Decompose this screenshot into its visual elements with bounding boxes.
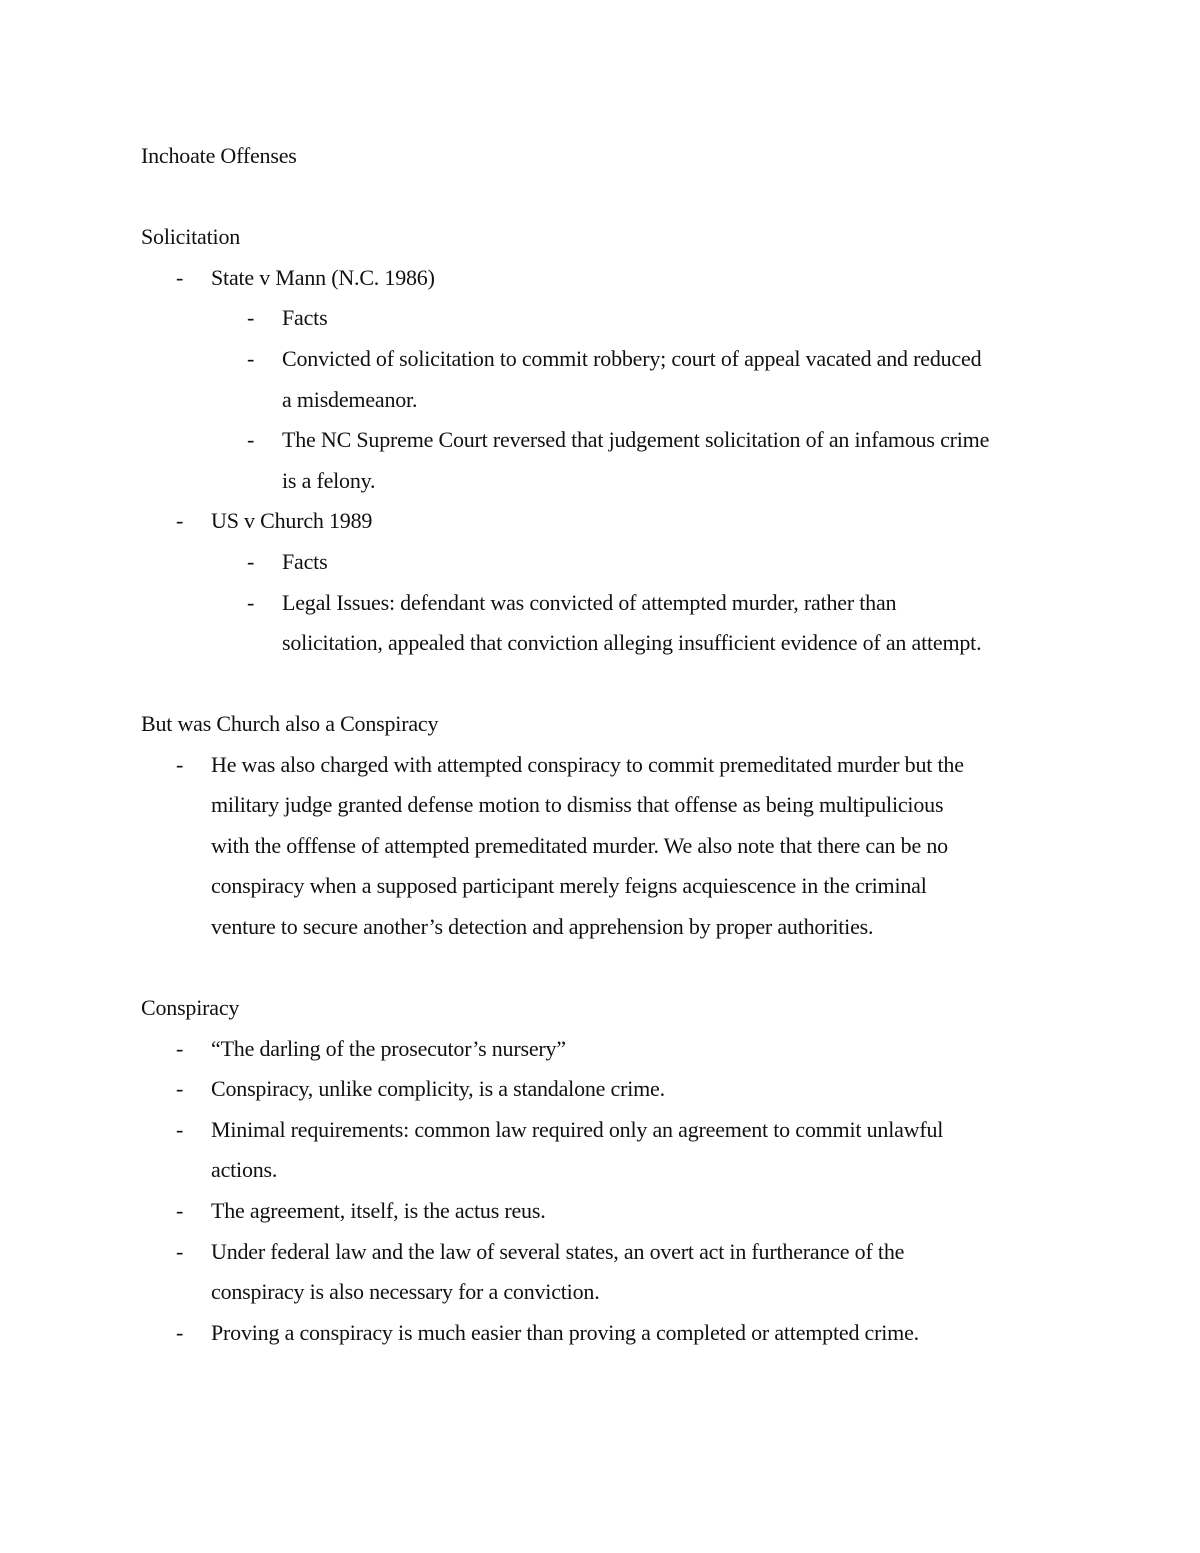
mann-convicted-line-1: Convicted of solicitation to commit robbery; court of appeal vacated and reduced <box>282 346 982 371</box>
bullet-dash: - <box>176 1076 184 1101</box>
bullet-dash: - <box>176 1320 184 1345</box>
mann-convicted-line-2: a misdemeanor. <box>282 387 418 412</box>
bullet-dash: - <box>176 265 184 290</box>
conspiracy-bullet-6: Proving a conspiracy is much easier than proving a completed or attempted crime. <box>211 1320 919 1345</box>
section-heading-church-conspiracy: But was Church also a Conspiracy <box>141 711 439 736</box>
bullet-dash: - <box>176 508 184 533</box>
bullet-dash: - <box>176 1239 184 1264</box>
conspiracy-bullet-1: “The darling of the prosecutor’s nursery” <box>211 1036 566 1061</box>
case-state-v-mann: State v Mann (N.C. 1986) <box>211 265 435 290</box>
section-heading-solicitation: Solicitation <box>141 224 241 249</box>
bullet-dash: - <box>176 1117 184 1142</box>
church-conspiracy-line-1: He was also charged with attempted conspiracy to commit premeditated murder but the <box>211 752 964 777</box>
conspiracy-bullet-5-line-1: Under federal law and the law of several states, an overt act in furtherance of the <box>211 1239 905 1264</box>
conspiracy-bullet-3-line-2: actions. <box>211 1157 278 1182</box>
bullet-dash: - <box>176 752 184 777</box>
section-heading-conspiracy: Conspiracy <box>141 995 240 1020</box>
bullet-dash: - <box>247 590 255 615</box>
conspiracy-bullet-2: Conspiracy, unlike complicity, is a standalone crime. <box>211 1076 665 1101</box>
conspiracy-bullet-5-line-2: conspiracy is also necessary for a conviction. <box>211 1279 600 1304</box>
bullet-dash: - <box>247 549 255 574</box>
church-facts: Facts <box>282 549 328 574</box>
bullet-dash: - <box>247 305 255 330</box>
church-legal-line-1: Legal Issues: defendant was convicted of attempted murder, rather than <box>282 590 897 615</box>
church-conspiracy-line-2: military judge granted defense motion to dismiss that offense as being multipulicious <box>211 792 944 817</box>
bullet-dash: - <box>176 1036 184 1061</box>
church-legal-line-2: solicitation, appealed that conviction alleging insufficient evidence of an attempt. <box>282 630 982 655</box>
mann-facts: Facts <box>282 305 328 330</box>
bullet-dash: - <box>176 1198 184 1223</box>
church-conspiracy-line-5: venture to secure another’s detection and apprehension by proper authorities. <box>211 914 874 939</box>
bullet-dash: - <box>247 346 255 371</box>
mann-reversed-line-2: is a felony. <box>282 468 376 493</box>
bullet-dash: - <box>247 427 255 452</box>
church-conspiracy-line-3: with the offfense of attempted premeditated murder. We also note that there can be no <box>211 833 948 858</box>
conspiracy-bullet-3-line-1: Minimal requirements: common law required only an agreement to commit unlawful <box>211 1117 944 1142</box>
conspiracy-bullet-4: The agreement, itself, is the actus reus. <box>211 1198 546 1223</box>
church-conspiracy-line-4: conspiracy when a supposed participant merely feigns acquiescence in the criminal <box>211 873 927 898</box>
mann-reversed-line-1: The NC Supreme Court reversed that judgement solicitation of an infamous crime <box>282 427 990 452</box>
case-us-v-church: US v Church 1989 <box>211 508 373 533</box>
document-title: Inchoate Offenses <box>141 143 297 168</box>
